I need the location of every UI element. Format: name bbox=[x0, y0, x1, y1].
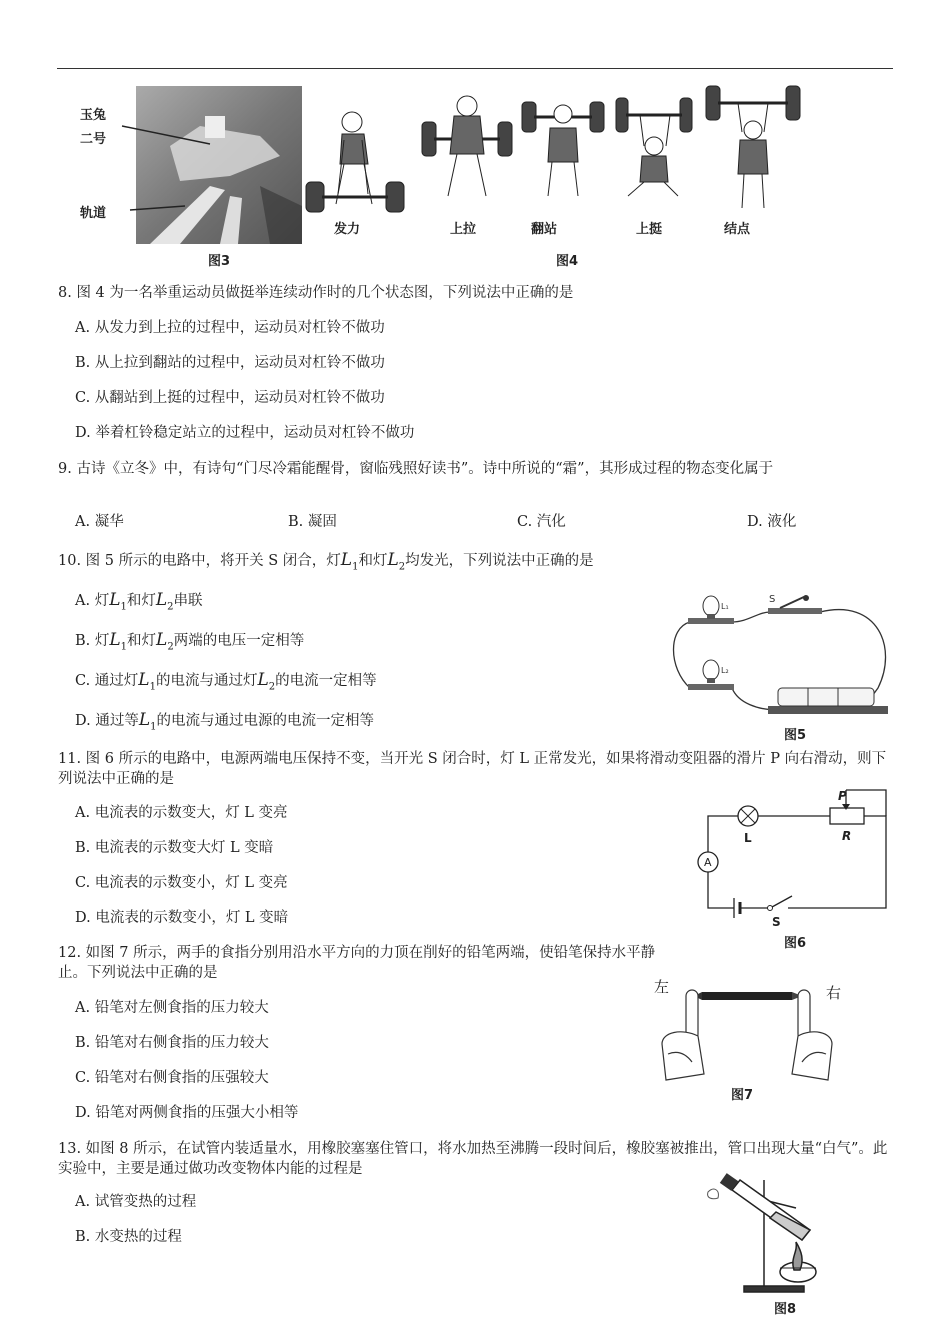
fig7-right-label: 右 bbox=[826, 984, 842, 1002]
fig7-pencil bbox=[702, 992, 792, 1000]
stage-4-figure bbox=[616, 98, 692, 196]
q9-option-c: C. 汽化 bbox=[517, 514, 566, 530]
fig3-rover-photo bbox=[110, 86, 302, 244]
fig5-lamp2-label: L₂ bbox=[721, 666, 729, 675]
q11-option-a: A. 电流表的示数变大，灯 L 变亮 bbox=[75, 805, 288, 821]
q12-stem: 12. 如图 7 所示，两手的食指分别用沿水平方向的力顶在削好的铅笔两端，使铅笔保持水平静止。下列说法中正确的是 bbox=[58, 945, 656, 981]
stage-3-figure bbox=[522, 102, 604, 196]
fig6-battery-symbol bbox=[734, 898, 768, 918]
q10-stem-part-1: 10. 图 5 所示的电路中，将开关 S 闭合，灯 bbox=[58, 553, 341, 569]
fig4-stage-1-label: 发力 bbox=[334, 222, 361, 237]
fig5-circuit bbox=[668, 588, 908, 738]
fig6-lamp-symbol bbox=[738, 806, 758, 826]
fig7-right-hand bbox=[792, 990, 832, 1080]
fig4-stage-2-label: 上拉 bbox=[450, 222, 477, 237]
fig4-stage-4-label: 上挺 bbox=[636, 222, 663, 237]
fig3-caption: 图3 bbox=[208, 254, 231, 269]
fig6-r-label: R bbox=[842, 829, 852, 843]
q12-option-c: C. 铅笔对右侧食指的压强较大 bbox=[75, 1070, 269, 1086]
fig5-lamp-2 bbox=[688, 660, 734, 690]
q8-option-a: A. 从发力到上拉的过程中，运动员对杠铃不做功 bbox=[75, 320, 385, 336]
q8-option-b: B. 从上拉到翻站的过程中，运动员对杠铃不做功 bbox=[75, 355, 385, 371]
q9-option-b: B. 凝固 bbox=[288, 514, 337, 530]
q11-option-c: C. 电流表的示数变小，灯 L 变亮 bbox=[75, 875, 288, 891]
header-rule bbox=[57, 68, 893, 69]
fig6-s-label: S bbox=[772, 915, 781, 929]
fig3-label-rover-2: 二号 bbox=[80, 132, 107, 147]
fig3-label-rover-1: 玉兔 bbox=[80, 108, 107, 123]
q12-option-a: A. 铅笔对左侧食指的压力较大 bbox=[75, 1000, 269, 1016]
fig8-test-tube-apparatus bbox=[706, 1172, 856, 1296]
fig7-left-hand bbox=[662, 990, 704, 1080]
fig5-lamp1-label: L₁ bbox=[721, 602, 729, 611]
q12-option-d: D. 铅笔对两侧食指的压强大小相等 bbox=[75, 1105, 299, 1121]
fig6-ammeter-label: A bbox=[704, 856, 712, 869]
q10-option-c: C. 通过灯$L_1$的电流与通过灯$L_2$的电流一定相等 bbox=[75, 670, 377, 693]
fig3-label-track: 轨道 bbox=[80, 206, 107, 221]
fig8-caption: 图8 bbox=[774, 1302, 797, 1317]
stage-2-figure bbox=[422, 96, 512, 196]
fig4-stage-3-label: 翻站 bbox=[531, 222, 558, 237]
fig5-switch bbox=[768, 595, 822, 614]
fig5-caption: 图5 bbox=[784, 728, 807, 743]
fig4-weightlifter-illustration bbox=[302, 84, 812, 214]
fig7-caption: 图7 bbox=[731, 1088, 754, 1103]
q10-stem bbox=[58, 550, 594, 577]
q9-option-a: A. 凝华 bbox=[75, 514, 124, 530]
fig8-steam bbox=[708, 1189, 719, 1199]
q10-option-b: B. 灯$L_1$和灯$L_2$两端的电压一定相等 bbox=[75, 630, 305, 653]
q10-stem-l1: $L_1$ bbox=[340, 550, 359, 573]
q8-stem: 8. 图 4 为一名举重运动员做挺举连续动作时的几个状态图，下列说法中正确的是 bbox=[58, 285, 574, 301]
fig5-switch-label: S bbox=[769, 594, 776, 605]
q8-option-d: D. 举着杠铃稳定站立的过程中，运动员对杠铃不做功 bbox=[75, 425, 415, 441]
q10-option-d: D. 通过等$L_1$的电流与通过电源的电流一定相等 bbox=[75, 710, 374, 733]
q10-stem-l2: $L_2$ bbox=[387, 550, 406, 573]
fig6-l-label: L bbox=[744, 831, 752, 845]
q9-option-d: D. 液化 bbox=[747, 514, 797, 530]
fig4-caption: 图4 bbox=[556, 254, 579, 269]
q10-option-a: A. 灯$L_1$和灯$L_2$串联 bbox=[75, 590, 203, 613]
q8-option-c: C. 从翻站到上挺的过程中，运动员对杠铃不做功 bbox=[75, 390, 385, 406]
q12-option-b: B. 铅笔对右侧食指的压力较大 bbox=[75, 1035, 269, 1051]
q13-option-a: A. 试管变热的过程 bbox=[75, 1194, 197, 1210]
fig6-circuit bbox=[688, 786, 898, 932]
q9-stem: 9. 古诗《立冬》中，有诗句“门尽冷霜能醒骨，窗临残照好读书”。诗中所说的“霜”，其形成过程的物态变化属于 bbox=[58, 461, 774, 477]
fig7-left-label: 左 bbox=[654, 978, 670, 996]
q10-stem-part-2: 和灯 bbox=[358, 553, 388, 569]
q10-stem-part-3: 均发光，下列说法中正确的是 bbox=[405, 553, 594, 569]
q11-stem: 11. 图 6 所示的电路中，电源两端电压保持不变，当开光 S 闭合时，灯 L 正常发光，如果将滑动变阻器的滑片 P 向右滑动，则下列说法中正确的是 bbox=[58, 751, 887, 787]
fig5-battery bbox=[768, 688, 888, 714]
fig6-p-label: P bbox=[838, 789, 847, 803]
q13-option-b: B. 水变热的过程 bbox=[75, 1229, 182, 1245]
q11-option-b: B. 电流表的示数变大灯 L 变暗 bbox=[75, 840, 274, 856]
fig6-resistor-symbol bbox=[830, 804, 864, 824]
fig7-pencil-fingers bbox=[652, 984, 842, 1084]
fig4-stage-5-label: 结点 bbox=[724, 222, 751, 237]
stage-1-figure bbox=[306, 112, 404, 212]
q11-option-d: D. 电流表的示数变小，灯 L 变暗 bbox=[75, 910, 289, 926]
fig6-caption: 图6 bbox=[784, 936, 807, 951]
q13-stem: 13. 如图 8 所示，在试管内装适量水，用橡胶塞塞住管口，将水加热至沸腾一段时间后，橡胶塞被推出，管口出现大量“白气”。此实验中，主要是通过做功改变物体内能的过程是 bbox=[58, 1141, 888, 1177]
stage-5-figure bbox=[706, 86, 800, 208]
